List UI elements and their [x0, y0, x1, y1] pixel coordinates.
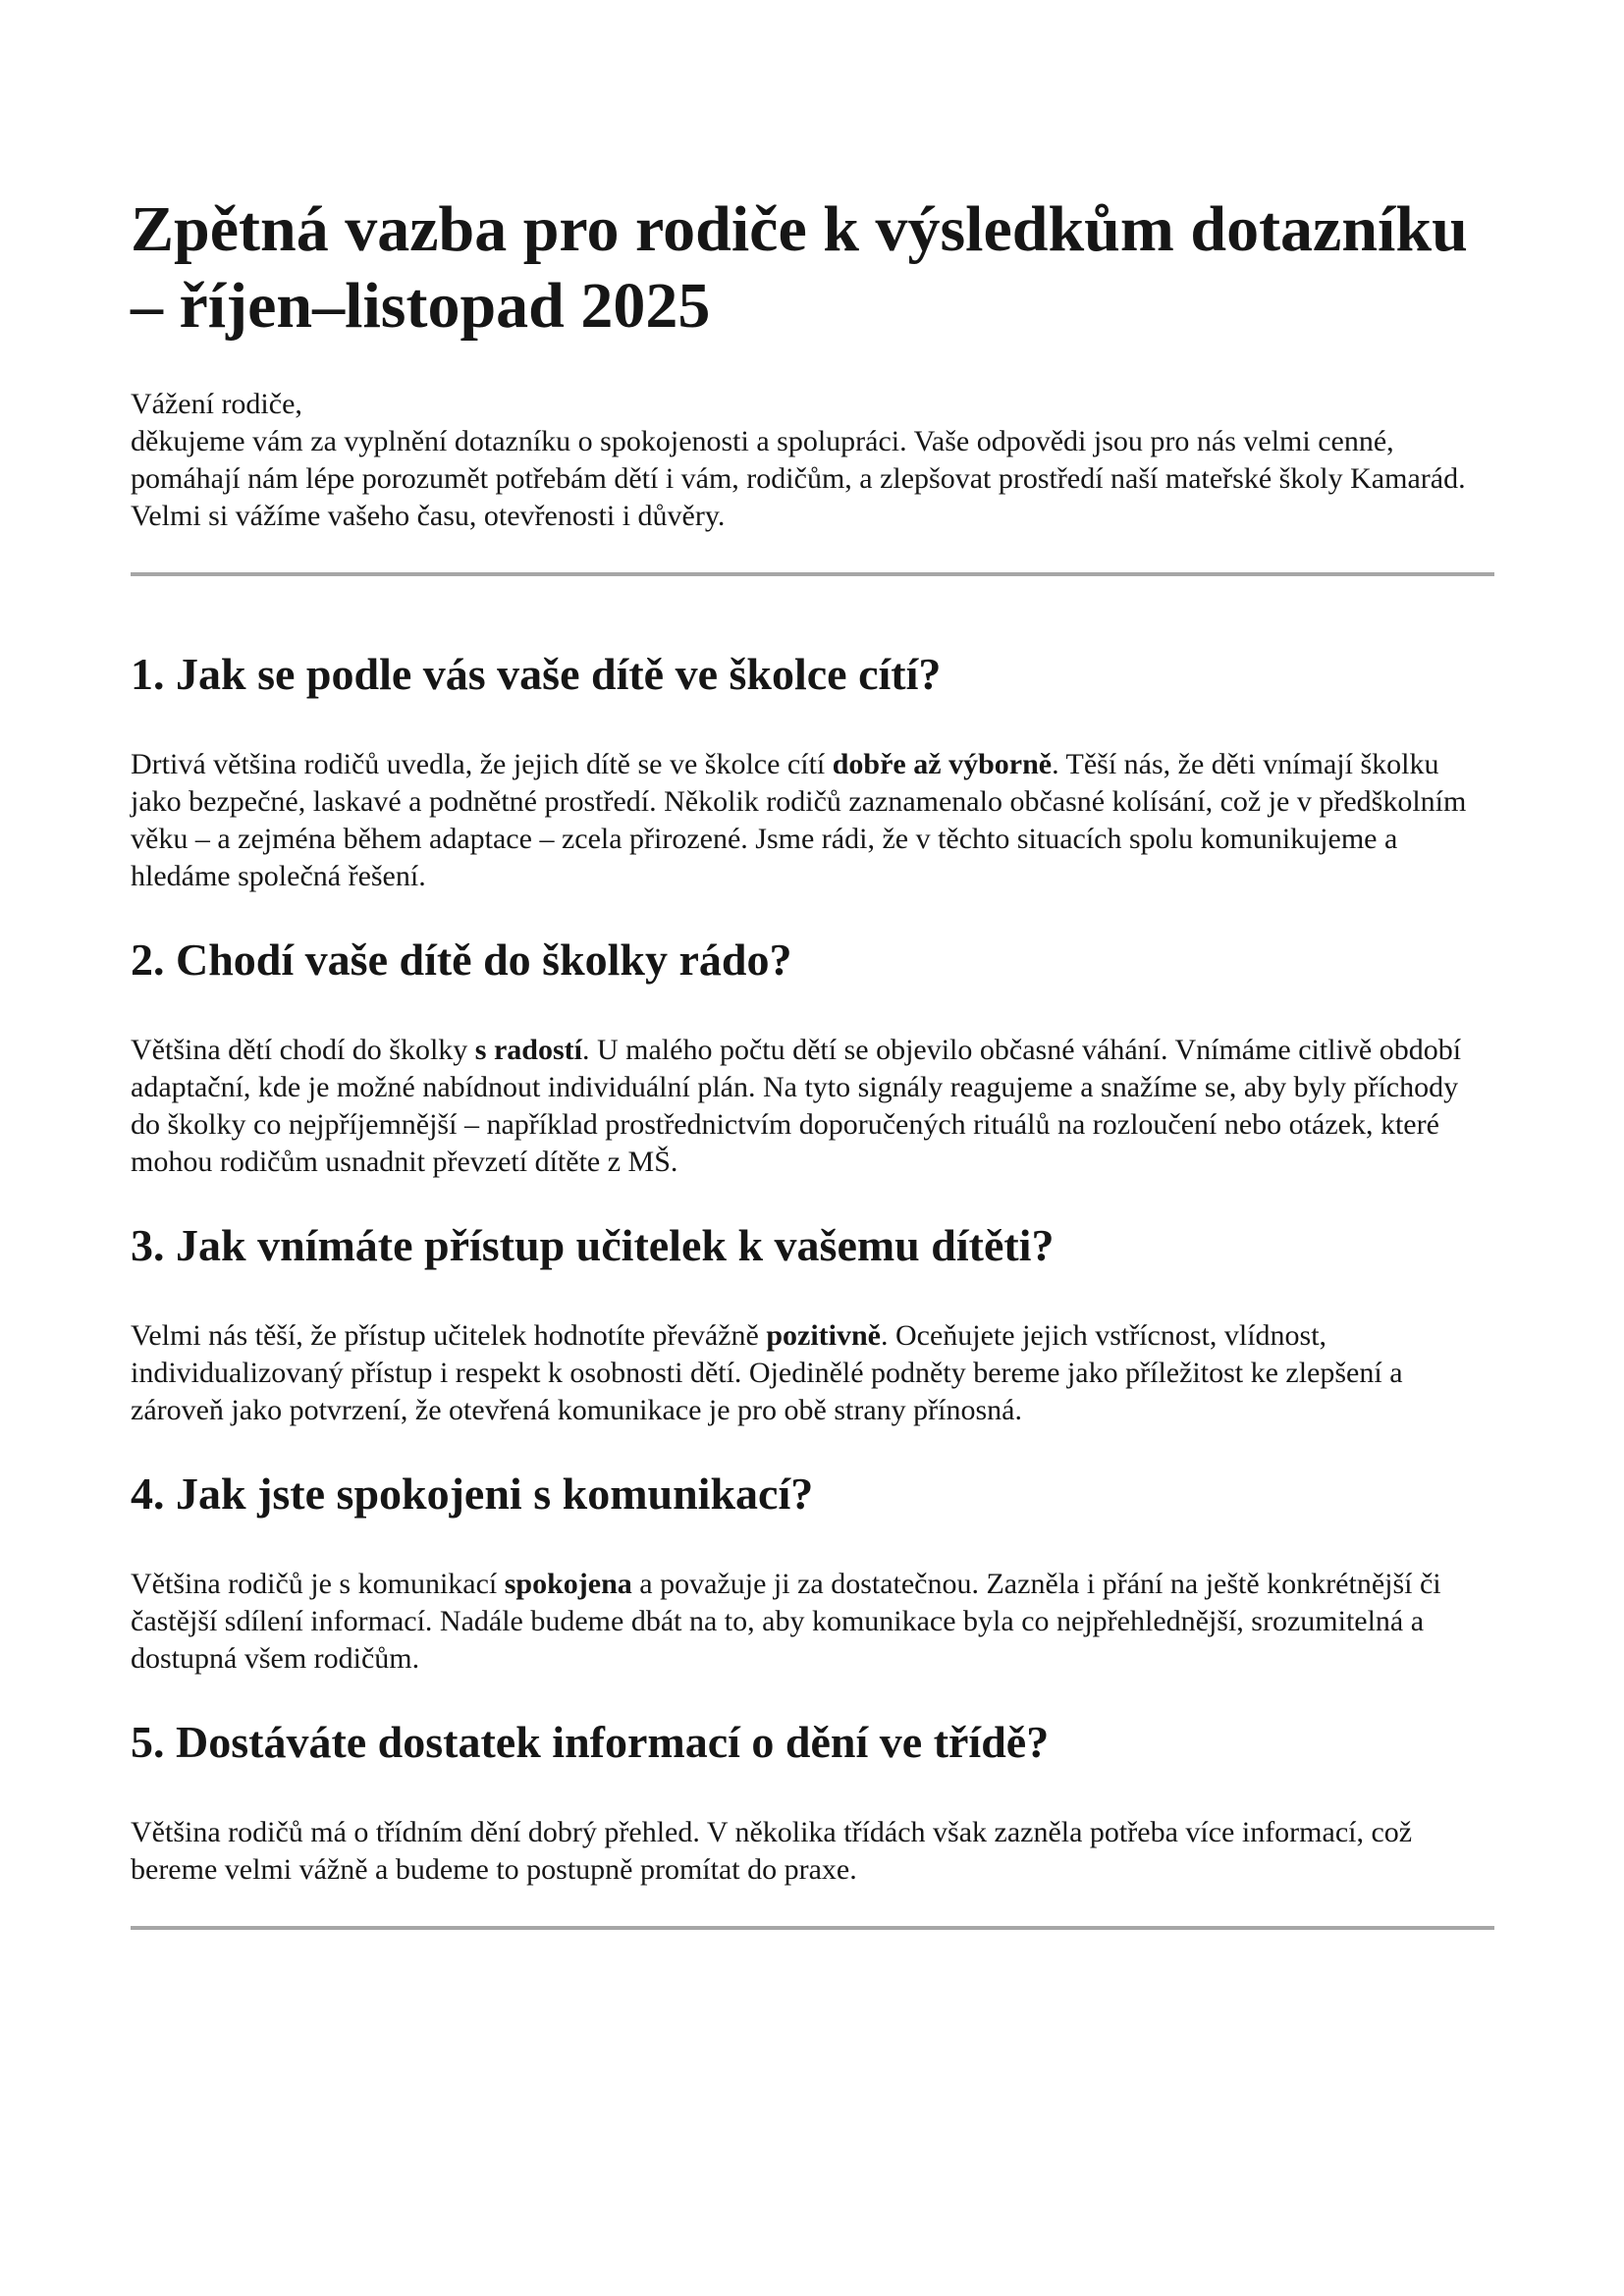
section-1-paragraph: Drtivá většina rodičů uvedla, že jejich dítě se ve školce cítí dobře až výborně. Těší nás, že děti vnímají školku jako bezpečné, laskavé a podnětné prostředí. Několik rodičů zaznamenalo občasné kolísání, což je v předškolním věku – a zejména během adaptace – zcela přirozené. Jsme rádi, že v těchto situacích spolu komunikujeme a hledáme společná řešení. [131, 748, 1467, 892]
section-5 [131, 1715, 1494, 1889]
section-4 [131, 1467, 1494, 1678]
section-1 [131, 647, 1494, 895]
section-5-heading: 5. Dostáváte dostatek informací o dění ve třídě? [131, 1717, 1050, 1767]
intro-body: děkujeme vám za vyplnění dotazníku o spokojenosti a spolupráci. Vaše odpovědi jsou pro nás velmi cenné, pomáhají nám lépe porozumět potřebám dětí i vám, rodičům, a zlepšovat prostředí naší mateřské školy Kamarád. Velmi si vážíme vašeho času, otevřenosti i důvěry. [131, 425, 1466, 532]
section-2-heading: 2. Chodí vaše dítě do školky rádo? [131, 934, 792, 985]
top-divider [131, 572, 1494, 576]
intro-paragraph [131, 386, 1494, 535]
section-3-heading: 3. Jak vnímáte přístup učitelek k vašemu dítěti? [131, 1220, 1055, 1270]
section-3 [131, 1218, 1494, 1429]
section-5-paragraph: Většina rodičů má o třídním dění dobrý přehled. V několika třídách však zazněla potřeba více informací, což bereme velmi vážně a budeme to postupně promítat do praxe. [131, 1816, 1413, 1886]
bottom-divider [131, 1926, 1494, 1930]
section-2-paragraph: Většina dětí chodí do školky s radostí. U malého počtu dětí se objevilo občasné váhání. Vnímáme citlivě období adaptační, kde je možné nabídnout individuální plán. Na tyto signály reagujeme a snažíme se, aby byly příchody do školky co nejpříjemnější – například prostřednictvím doporučených rituálů na rozloučení nebo otázek, které mohou rodičům usnadnit převzetí dítěte z MŠ. [131, 1034, 1462, 1178]
document-title: Zpětná vazba pro rodiče k výsledkům dotazníku – říjen–listopad 2025 [131, 193, 1468, 342]
section-2 [131, 933, 1494, 1181]
intro-salutation: Vážení rodiče, [131, 388, 302, 420]
section-3-paragraph: Velmi nás těší, že přístup učitelek hodnotíte převážně pozitivně. Oceňujete jejich vstřícnost, vlídnost, individualizovaný přístup i respekt k osobnosti dětí. Ojedinělé podněty bereme jako příležitost ke zlepšení a zároveň jako potvrzení, že otevřená komunikace je pro obě strany přínosná. [131, 1319, 1403, 1426]
section-1-heading: 1. Jak se podle vás vaše dítě ve školce cítí? [131, 649, 942, 699]
section-4-heading: 4. Jak jste spokojeni s komunikací? [131, 1468, 814, 1519]
section-4-paragraph: Většina rodičů je s komunikací spokojena a považuje ji za dostatečnou. Zazněla i přání na ještě konkrétnější či častější sdílení informací. Nadále budeme dbát na to, aby komunikace byla co nejpřehlednější, srozumitelná a dostupná všem rodičům. [131, 1568, 1441, 1675]
